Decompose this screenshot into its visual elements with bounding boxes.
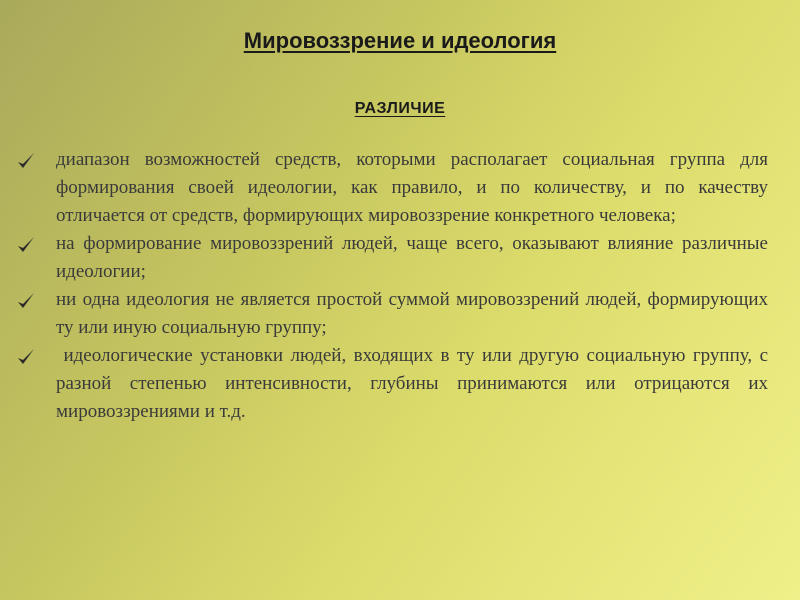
check-icon	[16, 342, 40, 370]
list-item	[16, 146, 768, 230]
slide-subtitle: РАЗЛИЧИЕ	[354, 100, 446, 117]
check-icon	[16, 146, 40, 174]
list-item	[16, 286, 768, 342]
check-icon	[16, 230, 40, 258]
bullet-list	[16, 146, 773, 426]
check-icon	[16, 286, 40, 314]
list-item	[16, 342, 773, 426]
list-item-text: на формирование мировоззрений людей, чаще всего, оказывают влияние различные идеологии;	[56, 233, 768, 282]
list-item-text: ни одна идеология не является простой суммой мировоззрений людей, формирующих ту или иную социальную группу;	[56, 289, 768, 338]
list-item	[16, 230, 768, 286]
list-item-text: идеологические установки людей, входящих в ту или другую социальную группу, с разной степенью интенсивности, глубины принимаются или отрицаются их мировоззрениями и т.д.	[56, 345, 773, 422]
slide-title: Мировоззрение и идеология	[243, 28, 557, 53]
list-item-text: диапазон возможностей средств, которыми располагает социальная группа для формирования своей идеологии, как правило, и по количеству, и по качеству отличается от средств, формирующих мировоззрение конкретного человека;	[56, 149, 768, 226]
